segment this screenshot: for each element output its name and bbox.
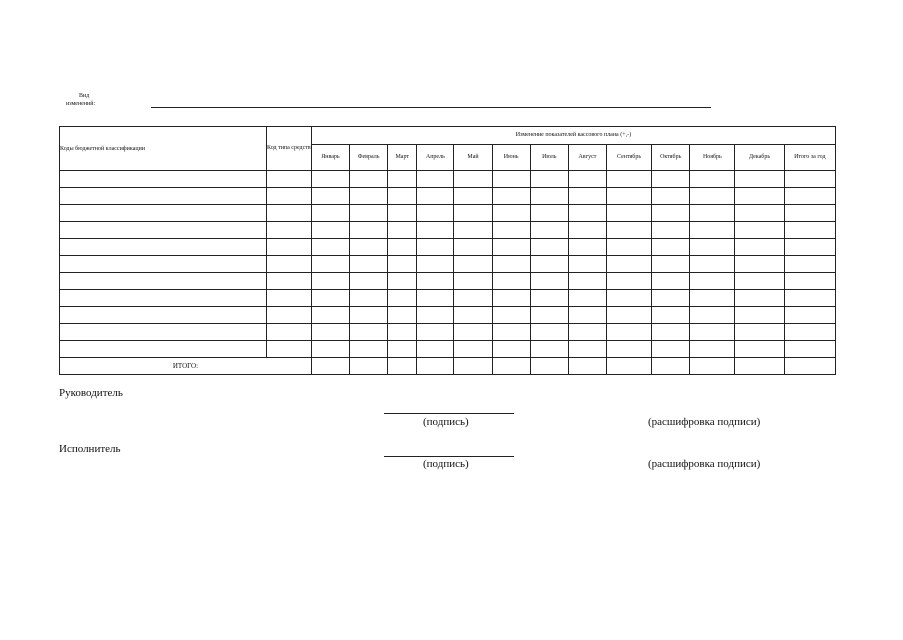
month-header: Август — [568, 145, 606, 171]
value-cell[interactable] — [492, 290, 530, 307]
value-cell[interactable] — [784, 205, 835, 222]
value-cell[interactable] — [350, 239, 388, 256]
value-cell[interactable] — [388, 188, 417, 205]
cash-plan-table — [59, 126, 836, 370]
value-cell[interactable] — [417, 188, 454, 205]
fund-type-cell[interactable] — [266, 341, 311, 358]
code-cell[interactable] — [60, 290, 267, 307]
value-cell[interactable] — [492, 341, 530, 358]
value-cell[interactable] — [311, 290, 349, 307]
group-header: Изменение показателей кассового плана (+,-) — [311, 127, 835, 145]
value-cell[interactable] — [784, 324, 835, 341]
value-cell[interactable] — [606, 222, 651, 239]
fund-type-cell[interactable] — [266, 256, 311, 273]
value-cell[interactable] — [784, 256, 835, 273]
value-cell[interactable] — [568, 290, 606, 307]
table-row — [60, 341, 836, 358]
value-cell[interactable] — [568, 239, 606, 256]
executor-label: Исполнитель — [59, 443, 121, 455]
value-cell[interactable] — [417, 256, 454, 273]
value-cell[interactable] — [606, 324, 651, 341]
value-cell[interactable] — [606, 273, 651, 290]
value-cell[interactable] — [652, 239, 690, 256]
value-cell[interactable] — [454, 205, 492, 222]
value-cell[interactable] — [690, 171, 735, 188]
total-value-cell[interactable] — [530, 358, 568, 375]
value-cell[interactable] — [311, 205, 349, 222]
fund-type-cell[interactable] — [266, 222, 311, 239]
month-header: Сентябрь — [606, 145, 651, 171]
value-cell[interactable] — [568, 256, 606, 273]
value-cell[interactable] — [568, 273, 606, 290]
fund-type-cell[interactable] — [266, 307, 311, 324]
value-cell[interactable] — [417, 205, 454, 222]
value-cell[interactable] — [652, 205, 690, 222]
value-cell[interactable] — [530, 188, 568, 205]
value-cell[interactable] — [454, 290, 492, 307]
value-cell[interactable] — [735, 188, 784, 205]
value-cell[interactable] — [735, 239, 784, 256]
value-cell[interactable] — [454, 307, 492, 324]
month-header: Декабрь — [735, 145, 784, 171]
table-row — [60, 324, 836, 341]
fund-type-cell[interactable] — [266, 290, 311, 307]
executor-decoding-caption: (расшифровка подписи) — [648, 458, 761, 470]
value-cell[interactable] — [311, 256, 349, 273]
value-cell[interactable] — [652, 171, 690, 188]
value-cell[interactable] — [492, 273, 530, 290]
code-cell[interactable] — [60, 222, 267, 239]
value-cell[interactable] — [784, 222, 835, 239]
year-total-header: Итого за год — [784, 145, 835, 171]
value-cell[interactable] — [568, 188, 606, 205]
value-cell[interactable] — [530, 307, 568, 324]
total-value-cell[interactable] — [568, 358, 606, 375]
value-cell[interactable] — [652, 341, 690, 358]
value-cell[interactable] — [492, 239, 530, 256]
value-cell[interactable] — [350, 256, 388, 273]
value-cell[interactable] — [784, 307, 835, 324]
value-cell[interactable] — [417, 290, 454, 307]
value-cell[interactable] — [568, 341, 606, 358]
value-cell[interactable] — [690, 290, 735, 307]
total-label: ИТОГО: — [60, 358, 312, 375]
value-cell[interactable] — [652, 273, 690, 290]
value-cell[interactable] — [530, 222, 568, 239]
value-cell[interactable] — [350, 205, 388, 222]
value-cell[interactable] — [454, 341, 492, 358]
total-value-cell[interactable] — [652, 358, 690, 375]
value-cell[interactable] — [417, 273, 454, 290]
value-cell[interactable] — [568, 307, 606, 324]
value-cell[interactable] — [652, 256, 690, 273]
value-cell[interactable] — [530, 239, 568, 256]
value-cell[interactable] — [690, 273, 735, 290]
month-header: Июнь — [492, 145, 530, 171]
total-value-cell[interactable] — [690, 358, 735, 375]
value-cell[interactable] — [311, 239, 349, 256]
value-cell[interactable] — [530, 171, 568, 188]
value-cell[interactable] — [606, 256, 651, 273]
table-row — [60, 307, 836, 324]
total-value-cell[interactable] — [454, 358, 492, 375]
value-cell[interactable] — [652, 222, 690, 239]
value-cell[interactable] — [784, 273, 835, 290]
value-cell[interactable] — [311, 222, 349, 239]
vid-label: Вид — [79, 93, 90, 99]
fund-type-cell[interactable] — [266, 171, 311, 188]
codes-header: Коды бюджетной классификации — [60, 127, 267, 171]
code-cell[interactable] — [60, 341, 267, 358]
value-cell[interactable] — [530, 324, 568, 341]
month-header: Ноябрь — [690, 145, 735, 171]
value-cell[interactable] — [350, 324, 388, 341]
value-cell[interactable] — [388, 273, 417, 290]
month-header: Октябрь — [652, 145, 690, 171]
value-cell[interactable] — [350, 273, 388, 290]
head-signature-caption: (подпись) — [423, 416, 469, 428]
value-cell[interactable] — [417, 324, 454, 341]
total-value-cell[interactable] — [350, 358, 388, 375]
code-cell[interactable] — [60, 256, 267, 273]
value-cell[interactable] — [784, 341, 835, 358]
value-cell[interactable] — [454, 256, 492, 273]
table-row — [60, 239, 836, 256]
value-cell[interactable] — [530, 256, 568, 273]
value-cell[interactable] — [454, 273, 492, 290]
month-header: Июль — [530, 145, 568, 171]
value-cell[interactable] — [652, 324, 690, 341]
total-value-cell[interactable] — [417, 358, 454, 375]
value-cell[interactable] — [388, 239, 417, 256]
table-row — [60, 205, 836, 222]
value-cell[interactable] — [568, 324, 606, 341]
total-value-cell[interactable] — [311, 358, 349, 375]
total-row — [60, 358, 836, 375]
value-cell[interactable] — [606, 188, 651, 205]
value-cell[interactable] — [388, 290, 417, 307]
value-cell[interactable] — [652, 307, 690, 324]
value-cell[interactable] — [606, 171, 651, 188]
value-cell[interactable] — [492, 188, 530, 205]
value-cell[interactable] — [735, 205, 784, 222]
month-header: Январь — [311, 145, 349, 171]
executor-signature-line[interactable] — [384, 456, 514, 457]
value-cell[interactable] — [311, 324, 349, 341]
value-cell[interactable] — [735, 341, 784, 358]
value-cell[interactable] — [606, 307, 651, 324]
head-label: Руководитель — [59, 387, 123, 399]
total-value-cell[interactable] — [388, 358, 417, 375]
value-cell[interactable] — [388, 341, 417, 358]
value-cell[interactable] — [388, 171, 417, 188]
table-row — [60, 188, 836, 205]
table-row — [60, 256, 836, 273]
total-value-cell[interactable] — [735, 358, 784, 375]
value-cell[interactable] — [454, 171, 492, 188]
value-cell[interactable] — [784, 239, 835, 256]
value-cell[interactable] — [388, 324, 417, 341]
value-cell[interactable] — [350, 341, 388, 358]
value-cell[interactable] — [784, 290, 835, 307]
value-cell[interactable] — [350, 188, 388, 205]
value-cell[interactable] — [454, 188, 492, 205]
value-cell[interactable] — [492, 256, 530, 273]
value-cell[interactable] — [492, 324, 530, 341]
value-cell[interactable] — [417, 239, 454, 256]
value-cell[interactable] — [690, 188, 735, 205]
head-decoding-caption: (расшифровка подписи) — [648, 416, 761, 428]
code-cell[interactable] — [60, 307, 267, 324]
value-cell[interactable] — [454, 239, 492, 256]
value-cell[interactable] — [388, 222, 417, 239]
value-cell[interactable] — [311, 341, 349, 358]
value-cell[interactable] — [735, 290, 784, 307]
value-cell[interactable] — [735, 324, 784, 341]
code-cell[interactable] — [60, 205, 267, 222]
value-cell[interactable] — [350, 307, 388, 324]
fund-type-cell[interactable] — [266, 239, 311, 256]
value-cell[interactable] — [388, 256, 417, 273]
table-row — [60, 273, 836, 290]
value-cell[interactable] — [606, 341, 651, 358]
value-cell[interactable] — [735, 171, 784, 188]
fund-type-cell[interactable] — [266, 273, 311, 290]
value-cell[interactable] — [735, 273, 784, 290]
value-cell[interactable] — [735, 256, 784, 273]
value-cell[interactable] — [690, 307, 735, 324]
value-cell[interactable] — [530, 290, 568, 307]
value-cell[interactable] — [417, 171, 454, 188]
table-row — [60, 290, 836, 307]
total-value-cell[interactable] — [784, 358, 835, 375]
value-cell[interactable] — [652, 290, 690, 307]
value-cell[interactable] — [492, 222, 530, 239]
month-header: Февраль — [350, 145, 388, 171]
value-cell[interactable] — [568, 222, 606, 239]
value-cell[interactable] — [568, 171, 606, 188]
table-row — [60, 171, 836, 188]
value-cell[interactable] — [735, 307, 784, 324]
value-cell[interactable] — [690, 341, 735, 358]
value-cell[interactable] — [784, 171, 835, 188]
value-cell[interactable] — [690, 239, 735, 256]
vid-input-line[interactable] — [151, 107, 711, 108]
value-cell[interactable] — [388, 205, 417, 222]
value-cell[interactable] — [454, 222, 492, 239]
value-cell[interactable] — [530, 273, 568, 290]
executor-signature-caption: (подпись) — [423, 458, 469, 470]
value-cell[interactable] — [311, 171, 349, 188]
code-cell[interactable] — [60, 171, 267, 188]
value-cell[interactable] — [690, 256, 735, 273]
total-value-cell[interactable] — [606, 358, 651, 375]
value-cell[interactable] — [417, 307, 454, 324]
fund-type-cell[interactable] — [266, 205, 311, 222]
value-cell[interactable] — [311, 273, 349, 290]
value-cell[interactable] — [784, 188, 835, 205]
value-cell[interactable] — [492, 205, 530, 222]
value-cell[interactable] — [606, 290, 651, 307]
fund-type-header: Код типа средств — [266, 127, 311, 171]
value-cell[interactable] — [606, 205, 651, 222]
code-cell[interactable] — [60, 188, 267, 205]
table-row — [60, 222, 836, 239]
month-header: Март — [388, 145, 417, 171]
value-cell[interactable] — [350, 290, 388, 307]
value-cell[interactable] — [311, 188, 349, 205]
value-cell[interactable] — [454, 324, 492, 341]
value-cell[interactable] — [492, 307, 530, 324]
code-cell[interactable] — [60, 239, 267, 256]
value-cell[interactable] — [735, 222, 784, 239]
fund-type-cell[interactable] — [266, 324, 311, 341]
value-cell[interactable] — [492, 171, 530, 188]
value-cell[interactable] — [606, 239, 651, 256]
value-cell[interactable] — [652, 188, 690, 205]
value-cell[interactable] — [530, 205, 568, 222]
code-cell[interactable] — [60, 324, 267, 341]
head-signature-line[interactable] — [384, 413, 514, 414]
vid-label-2: изменений: — [66, 101, 96, 107]
value-cell[interactable] — [530, 341, 568, 358]
fund-type-cell[interactable] — [266, 188, 311, 205]
value-cell[interactable] — [690, 324, 735, 341]
value-cell[interactable] — [568, 205, 606, 222]
total-value-cell[interactable] — [492, 358, 530, 375]
value-cell[interactable] — [311, 307, 349, 324]
value-cell[interactable] — [690, 222, 735, 239]
value-cell[interactable] — [388, 307, 417, 324]
value-cell[interactable] — [690, 205, 735, 222]
code-cell[interactable] — [60, 273, 267, 290]
month-header: Апрель — [417, 145, 454, 171]
value-cell[interactable] — [417, 341, 454, 358]
value-cell[interactable] — [417, 222, 454, 239]
value-cell[interactable] — [350, 222, 388, 239]
month-header: Май — [454, 145, 492, 171]
value-cell[interactable] — [350, 171, 388, 188]
